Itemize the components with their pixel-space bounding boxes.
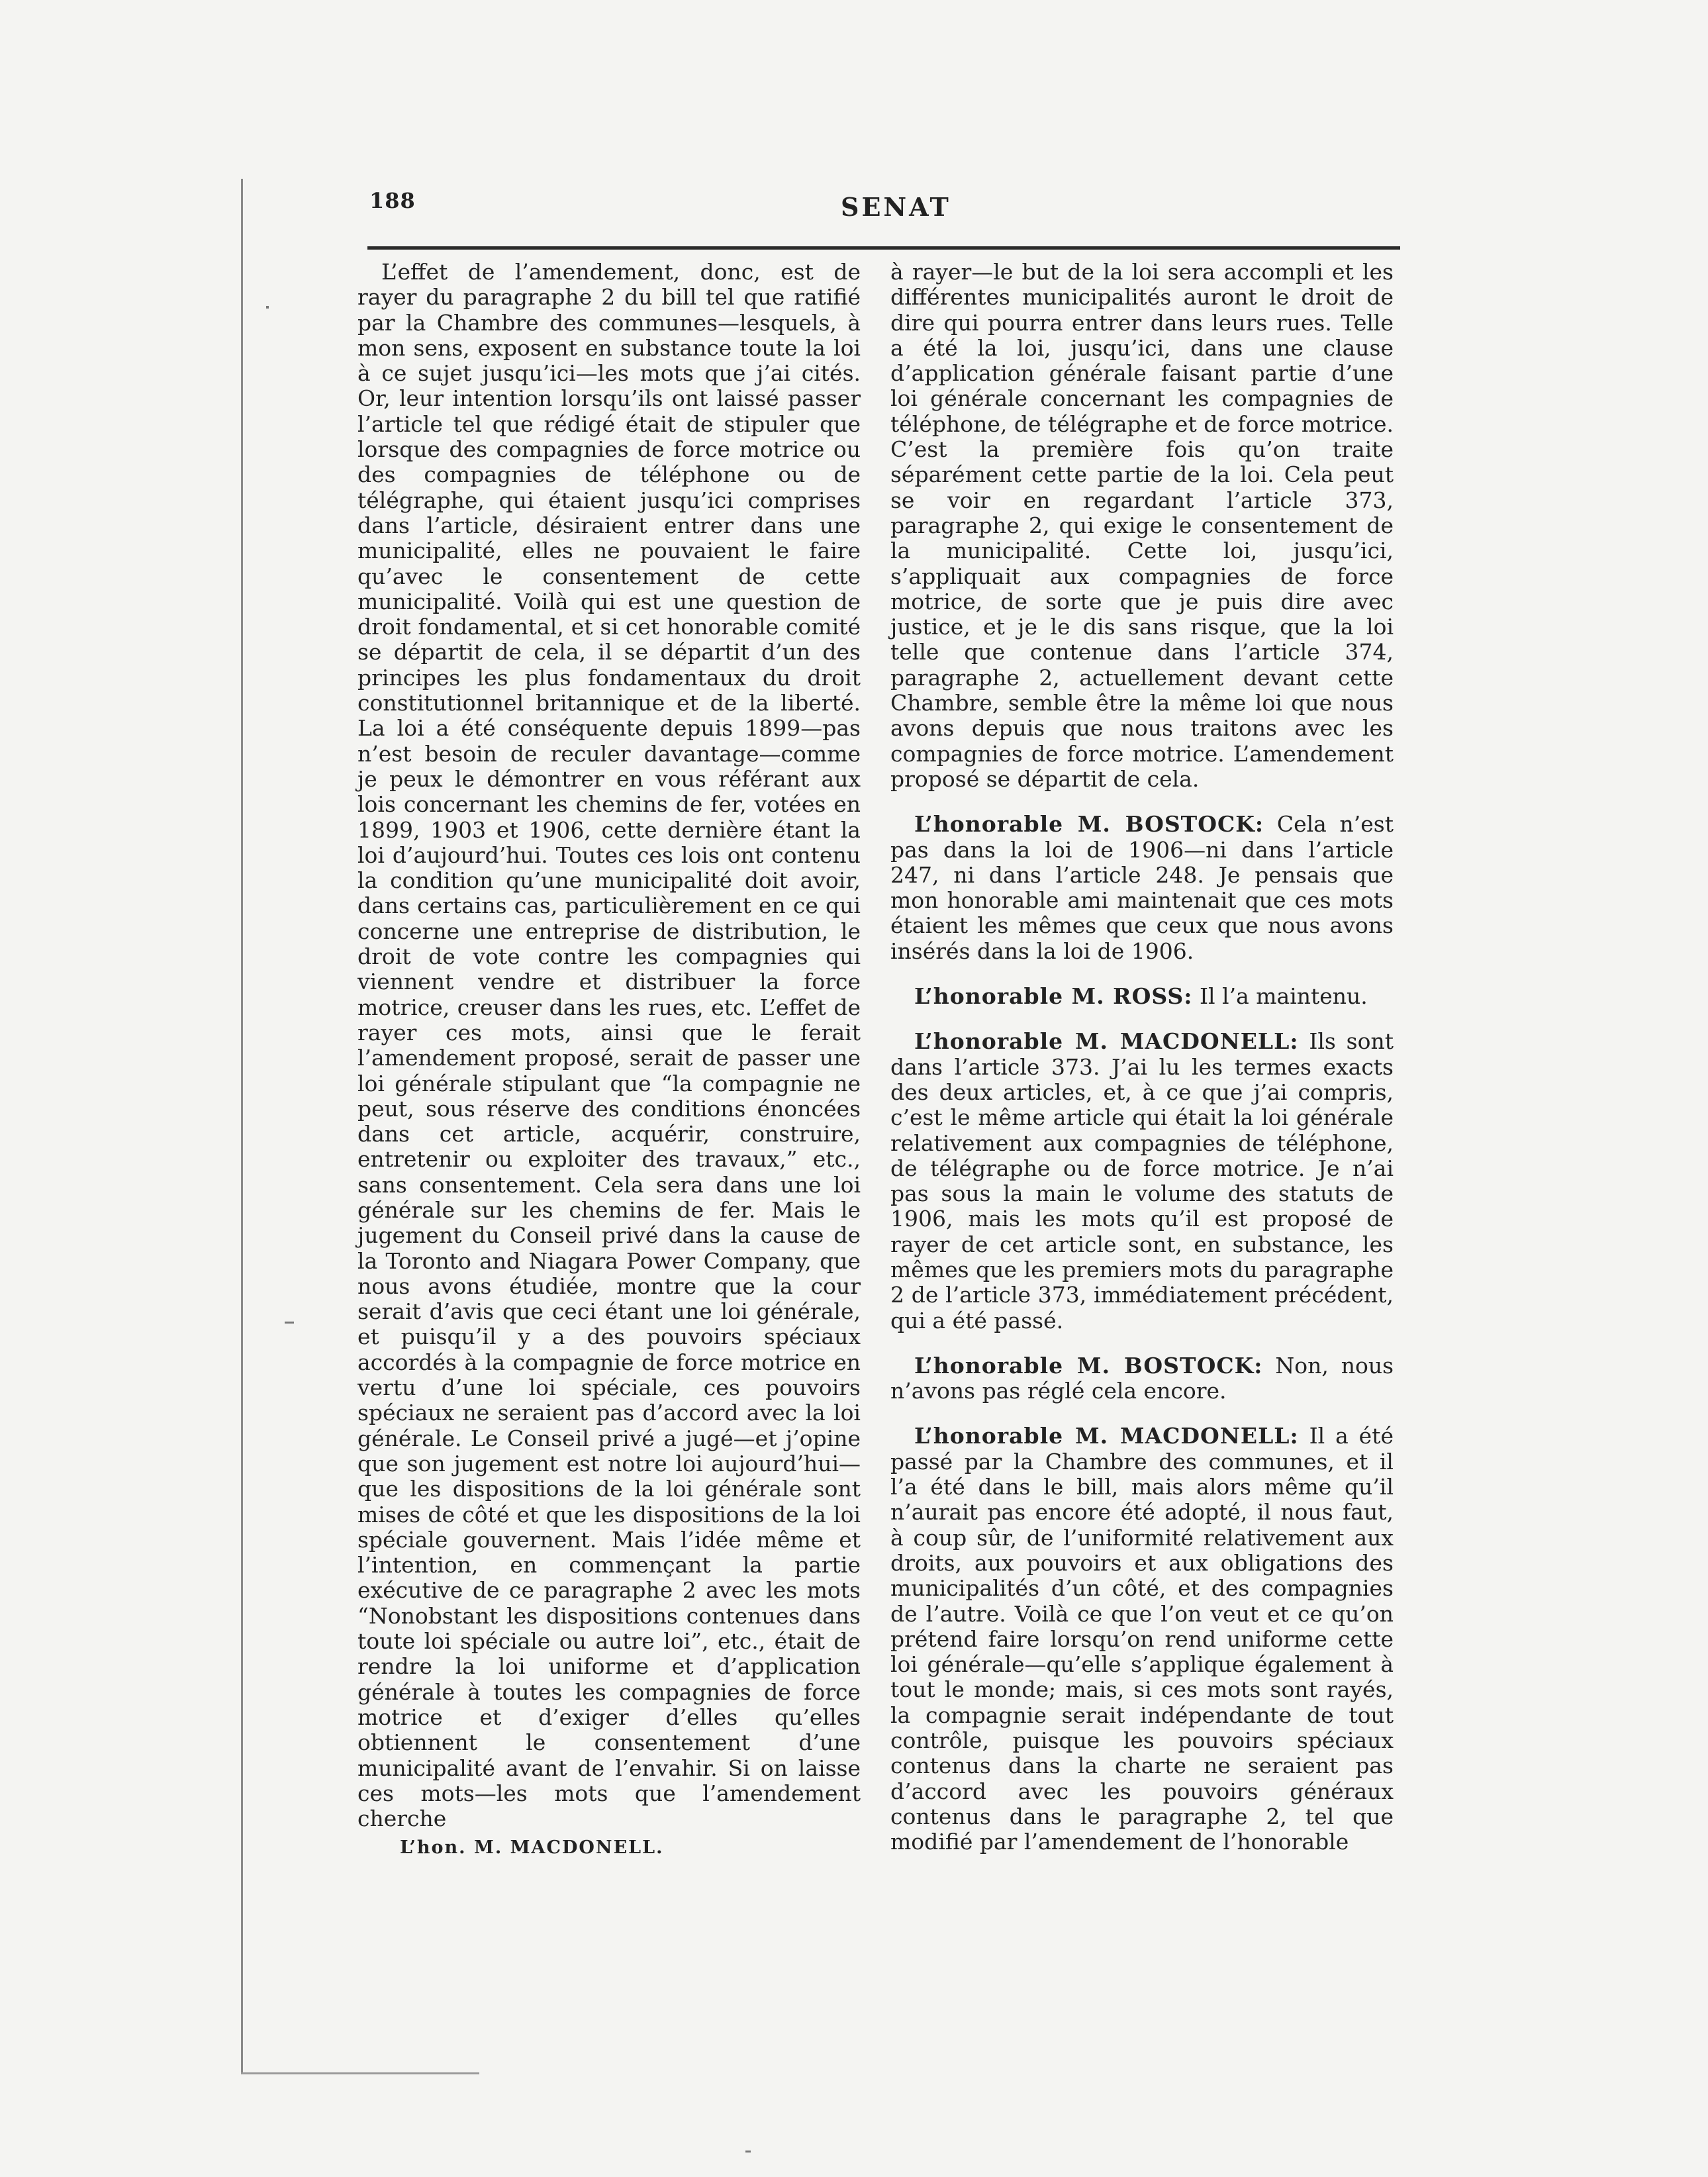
speech-text: Non, nous n’avons pas réglé cela encore. xyxy=(890,1352,1394,1404)
right-paragraph-2 xyxy=(890,812,1394,964)
right-paragraph-6 xyxy=(890,1424,1394,1855)
page-number: 188 xyxy=(369,188,416,213)
speaker-name: L’honorable M. BOSTOCK: xyxy=(914,811,1264,838)
right-paragraph-3 xyxy=(890,984,1394,1009)
header-rule xyxy=(367,246,1400,250)
right-paragraph-1: à rayer—le but de la loi sera accompli et les différentes municipalités auront le droit de dire qui pourra entrer dans leurs rues. Telle a été la loi, jusqu’ici, dans une clause d’application générale faisant partie d’une loi générale concernant les compagnies de téléphone, de télégraphe et de force motrice. C’est la première fois qu’on traite séparément cette partie de la loi. Cela peut se voir en regardant l’article 373, paragraphe 2, qui exige le consentement de la municipalité. Cette loi, jusqu’ici, s’appliquait aux compagnies de force motrice, de sorte que je puis dire avec justice, et je le dis sans risque, que la loi telle que contenue dans l’article 374, paragraphe 2, actuellement devant cette Chambre, semble être la même loi que nous avons depuis que nous traitons avec les compagnies de force motrice. L’amendement proposé se départit de cela. xyxy=(890,259,1394,792)
scan-speck xyxy=(266,306,269,309)
speech-text: Cela n’est pas dans la loi de 1906—ni dans l’article 247, ni dans l’article 248. Je pensais que mon honorable ami maintenait que ces mots étaient les mêmes que ceux que nous avons insérés dans la loi de 1906. xyxy=(890,811,1394,964)
left-paragraph-1: L’effet de l’amendement, donc, est de rayer du paragraphe 2 du bill tel que ratifié par la Chambre des communes—lesquels, à mon sens, exposent en substance toute la loi à ce sujet jusqu’ici—les mots que j’ai cités. Or, leur intention lorsqu’ils ont laissé passer l’article tel que rédigé était de stipuler que lorsque des compagnies de force motrice ou des compagnies de téléphone ou de télégraphe, qui étaient jusqu’ici comprises dans l’article, désiraient entrer dans une municipalité, elles ne pouvaient le faire qu’avec le consentement de cette municipalité. Voilà qui est une question de droit fondamental, et si cet honorable comité se départit de cela, il se départit d’un des principes les plus fondamentaux du droit constitutionnel britannique et de la liberté. La loi a été conséquente depuis 1899—pas n’est besoin de reculer davantage—comme je peux le démontrer en vous référant aux lois concernant les chemins de fer, votées en 1899, 1903 et 1906, cette dernière étant la loi d’aujourd’hui. Toutes ces lois ont contenu la condition qu’une municipalité doit avoir, dans certains cas, particulièrement en ce qui concerne une entreprise de distribution, le droit de vote contre les compagnies qui viennent vendre et distribuer la force motrice, creuser dans les rues, etc. L’effet de rayer ces mots, ainsi que le ferait l’amendement proposé, serait de passer une loi générale stipulant que “la compagnie ne peut, sous réserve des conditions énoncées dans cet article, acquérir, construire, entretenir ou exploiter des travaux,” etc., sans consentement. Cela sera dans une loi générale sur les chemins de fer. Mais le jugement du Conseil privé dans la cause de la Toronto and Niagara Power Company, que nous avons étudiée, montre que la cour serait d’avis que ceci étant une loi générale, et puisqu’il y a des pouvoirs spéciaux accordés à la compagnie de force motrice en vertu d’une loi spéciale, ces pouvoirs spéciaux ne seraient pas d’accord avec la loi générale. Le Conseil privé a jugé—et j’opine que son jugement est notre loi aujourd’hui—que les dispositions de la loi générale sont mises de côté et que les dispositions de la loi spéciale gouvernent. Mais l’idée même et l’intention, en commençant la partie exécutive de ce paragraphe 2 avec les mots “Nonobstant les dispositions contenues dans toute loi spéciale ou autre loi”, etc., était de rendre la loi uniforme et d’application générale à toutes les compagnies de force motrice et d’exiger d’elles qu’elles obtiennent le consentement d’une municipalité avant de l’envahir. Si on laisse ces mots—les mots que l’amendement cherche xyxy=(357,259,861,1832)
right-paragraph-5 xyxy=(890,1353,1394,1404)
scan-frame-left-edge xyxy=(241,179,243,2072)
speech-text: Il l’a maintenu. xyxy=(1192,983,1368,1010)
left-column-footer: L’hon. M. MACDONELL. xyxy=(400,1837,664,1859)
left-column xyxy=(357,260,861,1858)
speech-text: Il a été passé par la Chambre des communes, et il l’a été dans le bill, mais alors même qu’il n’aurait pas encore été adopté, il nous faut, à coup sûr, de l’uniformité relativement aux droits, aux pouvoirs et aux obligations des municipalités d’un côté, et des compagnies de l’autre. Voilà ce que l’on veut et ce qu’on prétend faire lorsqu’on rend uniforme cette loi générale—qu’elle s’applique également à tout le monde; mais, si ces mots sont rayés, la compagnie serait indépendante de tout contrôle, puisque les pouvoirs spéciaux contenus dans la charte ne seraient pas d’accord avec les pouvoirs généraux contenus dans le paragraphe 2, tel que modifié par l’amendement de l’honorable xyxy=(890,1423,1394,1855)
speaker-name: L’honorable M. MACDONELL: xyxy=(914,1423,1299,1449)
scan-speck xyxy=(745,2151,751,2153)
right-paragraph-4 xyxy=(890,1029,1394,1333)
speaker-name: L’honorable M. ROSS: xyxy=(914,983,1193,1010)
speaker-name: L’honorable M. MACDONELL: xyxy=(914,1028,1299,1055)
speech-text: Ils sont dans l’article 373. J’ai lu les termes exacts des deux articles, et, à ce que j’ai compris, c’est le même article qui était la loi générale relativement aux compagnies de téléphone, de télégraphe ou de force motrice. Je n’ai pas sous la main le volume des statuts de 1906, mais les mots qu’il est proposé de rayer de cet article sont, en substance, les mêmes que les premiers mots du paragraphe 2 de l’article 373, immédiatement précédent, qui a été passé. xyxy=(890,1028,1394,1333)
scan-speck xyxy=(285,1322,294,1324)
scan-frame-bottom-edge xyxy=(241,2072,479,2074)
right-column xyxy=(890,260,1394,1875)
page-title: SENAT xyxy=(841,192,951,222)
speaker-name: L’honorable M. BOSTOCK: xyxy=(914,1352,1263,1379)
